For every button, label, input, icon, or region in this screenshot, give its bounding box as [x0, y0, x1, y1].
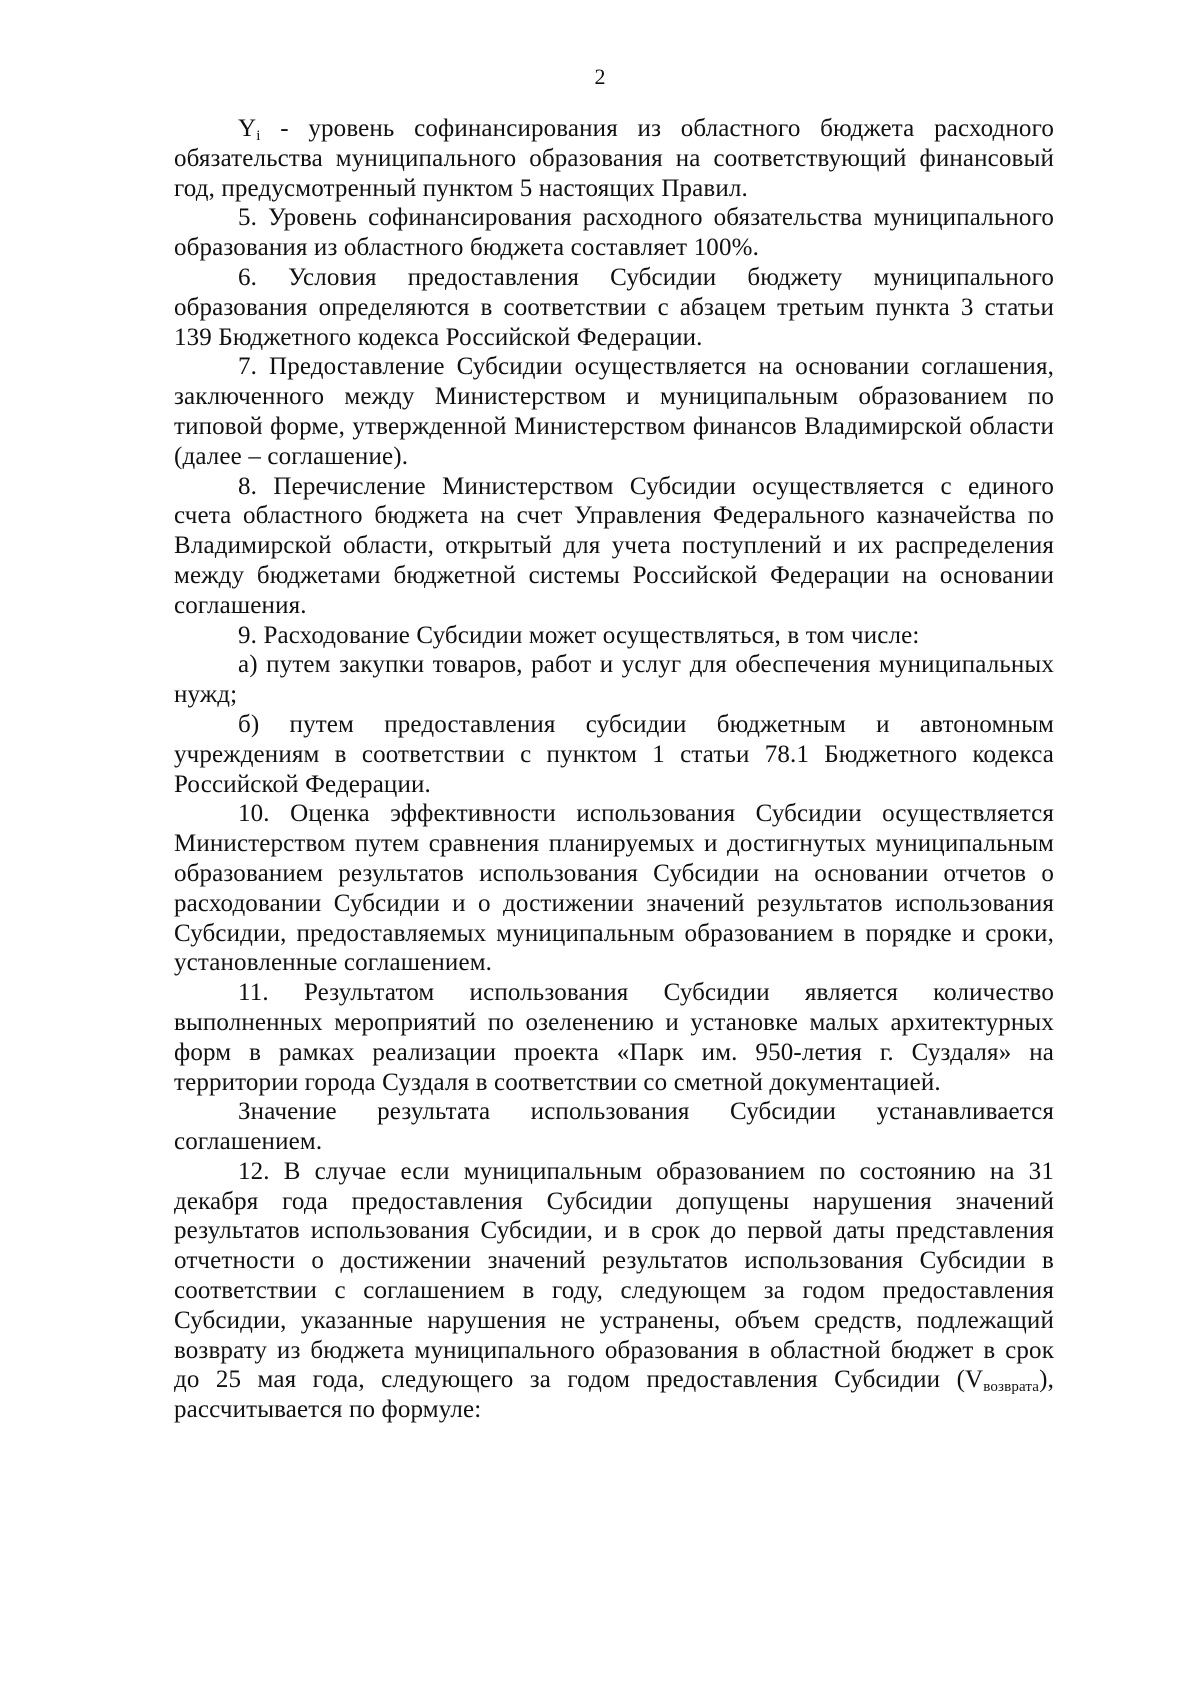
paragraph-6: 6. Условия предоставления Субсидии бюджету муниципального образования определяются в соответствии с абзацем третьим пункта 3 статьи 139 Бюджетного кодекса Российской Федерации.: [174, 263, 1054, 351]
paragraph-10: 10. Оценка эффективности использования Субсидии осуществляется Министерством путем сравнения планируемых и достигнутых муниципальным образованием результатов использования Субсидии на основании отчетов о расходовании Субсидии и о достижении значений результатов использования Субсидии, предоставляемых муниципальным образованием в порядке и сроки, установленные соглашением.: [174, 800, 1054, 977]
document-body: [174, 114, 1054, 1425]
symbol-subscript-i: i: [256, 128, 261, 144]
paragraph-text: 12. В случае если муниципальным образованием по состоянию на 31 декабря года предоставления Субсидии допущены нарушения значений результатов использования Субсидии, и в срок до первой даты представления отчетности о достижении значений результатов использования Субсидии в соответствии с соглашением в году, следующем за годом предоставления Субсидии, указанные нарушения не устранены, объем средств, подлежащий возврату из бюджета муниципального образования в областной бюджет в срок до 25 мая года, следующего за годом предоставления Субсидии (V: [174, 1157, 1054, 1394]
paragraph-11-value: Значение результата использования Субсидии устанавливается соглашением.: [174, 1098, 1054, 1156]
paragraph-12: [174, 1157, 1054, 1425]
paragraph-7: 7. Предоставление Субсидии осуществляется на основании соглашения, заключенного между Министерством и муниципальным образованием по типовой форме, утвержденной Министерством финансов Владимирской области (далее – соглашение).: [174, 353, 1054, 470]
paragraph-9b: б) путем предоставления субсидии бюджетным и автономным учреждениям в соответствии с пунктом 1 статьи 78.1 Бюджетного кодекса Российской Федерации.: [174, 710, 1054, 798]
paragraph-8: 8. Перечисление Министерством Субсидии осуществляется с единого счета областного бюджета на счет Управления Федерального казначейства по Владимирской области, открытый для учета поступлений и их распределения между бюджетами бюджетной системы Российской Федерации на основании соглашения.: [174, 472, 1054, 619]
paragraph-text: - уровень софинансирования из областного бюджета расходного обязательства муниципального образования на соответствующий финансовый год, предусмотренный пунктом 5 настоящих Правил.: [174, 115, 1054, 202]
paragraph-yi-definition: [174, 114, 1054, 203]
symbol-y: Y: [238, 115, 257, 142]
paragraph-11: 11. Результатом использования Субсидии является количество выполненных мероприятий по озеленению и установке малых архитектурных форм в рамках реализации проекта «Парк им. 950-летия г. Суздаля» на территории города Суздаля в соответствии со сметной документацией.: [174, 979, 1054, 1096]
paragraph-tail: ), рассчитывается по формуле:: [174, 1366, 1054, 1424]
paragraph-5: 5. Уровень софинансирования расходного обязательства муниципального образования из областного бюджета составляет 100%.: [174, 204, 1054, 262]
paragraph-9a: а) путем закупки товаров, работ и услуг для обеспечения муниципальных нужд;: [174, 651, 1054, 709]
page-number: 2: [594, 64, 606, 89]
paragraph-9: 9. Расходование Субсидии может осуществляться, в том числе:: [238, 621, 920, 649]
subscript-vozvrata: возврата: [983, 1379, 1040, 1396]
